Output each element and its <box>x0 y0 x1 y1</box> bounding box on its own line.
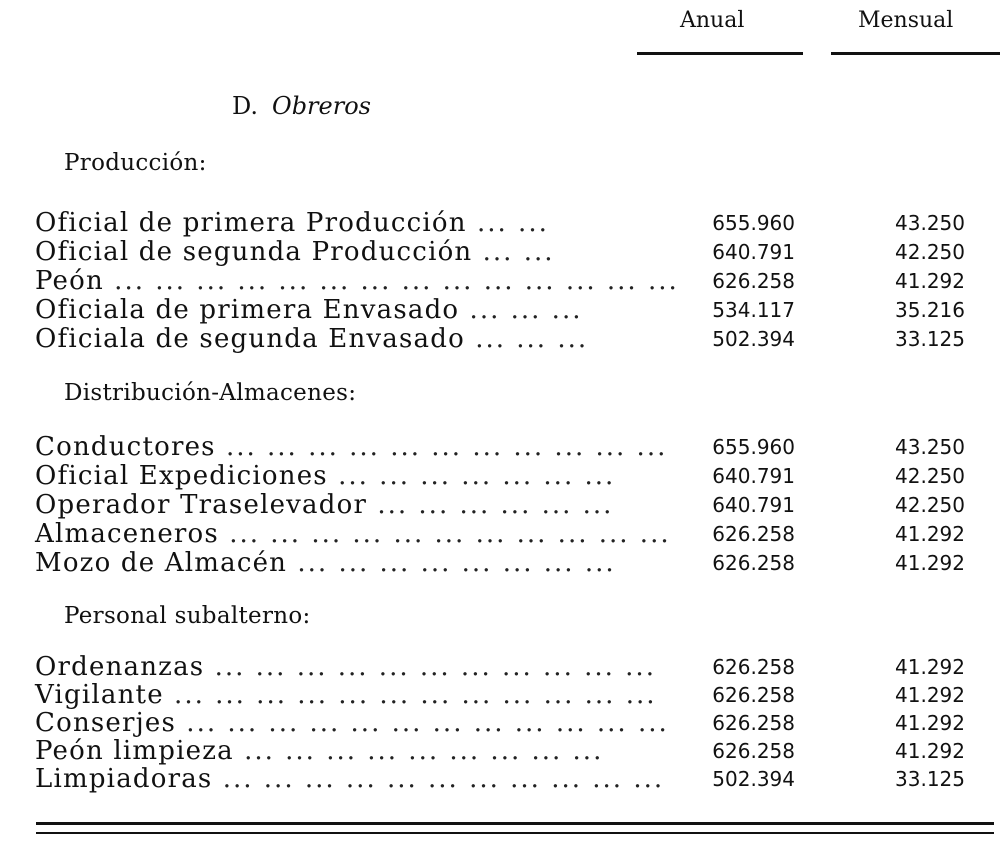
table-row: Almaceneros ... ... ... ... ... ... ... ... ... ... ... 626.258 41.292 <box>35 519 965 549</box>
row-label: Mozo de Almacén <box>35 548 288 578</box>
row-mensual: 42.250 <box>895 464 965 488</box>
table-row: Oficial de segunda Producción ... ... 640.791 42.250 <box>35 237 965 267</box>
table-row: Oficiala de segunda Envasado ... ... ... 502.394 33.125 <box>35 324 965 354</box>
row-label: Limpiadoras <box>35 764 213 794</box>
row-label: Oficial de segunda Producción <box>35 237 473 267</box>
row-anual: 626.258 <box>712 551 795 575</box>
row-anual: 626.258 <box>712 522 795 546</box>
table-row: Peón ... ... ... ... ... ... ... ... ... ... ... ... ... ... 626.258 41.292 <box>35 266 965 296</box>
row-label: Oficiala de segunda Envasado <box>35 324 465 354</box>
section-name: Obreros <box>272 92 371 120</box>
row-label: Operador Traselevador <box>35 490 368 520</box>
row-mensual: 41.292 <box>895 522 965 546</box>
row-anual: 626.258 <box>712 269 795 293</box>
row-label: Almaceneros <box>35 519 219 549</box>
bottom-rule-bottom <box>36 832 994 834</box>
row-anual: 626.258 <box>712 683 795 707</box>
row-mensual: 41.292 <box>895 655 965 679</box>
row-anual: 502.394 <box>712 327 795 351</box>
group-title-subalterno: Personal subalterno: <box>64 603 311 629</box>
row-anual: 640.791 <box>712 493 795 517</box>
table-row: Vigilante ... ... ... ... ... ... ... ... ... ... ... ... 626.258 41.292 <box>35 680 965 710</box>
row-mensual: 42.250 <box>895 493 965 517</box>
row-label: Ordenanzas <box>35 652 205 682</box>
row-anual: 626.258 <box>712 655 795 679</box>
row-mensual: 43.250 <box>895 435 965 459</box>
row-mensual: 41.292 <box>895 711 965 735</box>
section-letter: D. <box>232 92 259 120</box>
table-row: Oficial de primera Producción ... ... 655.960 43.250 <box>35 208 965 238</box>
row-mensual: 33.125 <box>895 327 965 351</box>
group-title-produccion: Producción: <box>64 150 207 176</box>
row-mensual: 42.250 <box>895 240 965 264</box>
row-mensual: 41.292 <box>895 683 965 707</box>
column-header-anual: Anual <box>680 8 745 33</box>
row-anual: 640.791 <box>712 240 795 264</box>
row-label: Oficiala de primera Envasado <box>35 295 460 325</box>
row-anual: 626.258 <box>712 711 795 735</box>
row-mensual: 41.292 <box>895 551 965 575</box>
table-row: Mozo de Almacén ... ... ... ... ... ... ... ... 626.258 41.292 <box>35 548 965 578</box>
row-mensual: 41.292 <box>895 739 965 763</box>
row-anual: 626.258 <box>712 739 795 763</box>
table-row: Peón limpieza ... ... ... ... ... ... ... ... ... 626.258 41.292 <box>35 736 965 766</box>
row-anual: 534.117 <box>712 298 795 322</box>
row-label: Vigilante <box>35 680 164 710</box>
table-row: Oficiala de primera Envasado ... ... ... 534.117 35.216 <box>35 295 965 325</box>
table-row: Conserjes ... ... ... ... ... ... ... ... ... ... ... ... 626.258 41.292 <box>35 708 965 738</box>
bottom-rule-top <box>36 822 994 825</box>
row-anual: 655.960 <box>712 435 795 459</box>
row-label: Peón <box>35 266 104 296</box>
group-title-distribucion: Distribución-Almacenes: <box>64 380 357 406</box>
section-title <box>232 92 371 120</box>
row-label: Oficial Expediciones <box>35 461 328 491</box>
row-label: Oficial de primera Producción <box>35 208 467 238</box>
table-row: Operador Traselevador ... ... ... ... ... ... 640.791 42.250 <box>35 490 965 520</box>
row-label: Conductores <box>35 432 216 462</box>
row-anual: 640.791 <box>712 464 795 488</box>
row-label: Peón limpieza <box>35 736 234 766</box>
table-row: Ordenanzas ... ... ... ... ... ... ... ... ... ... ... 626.258 41.292 <box>35 652 965 682</box>
header-rule-mensual <box>831 52 1000 55</box>
header-rule-anual <box>637 52 803 55</box>
column-header-mensual: Mensual <box>858 8 954 33</box>
table-row: Conductores ... ... ... ... ... ... ... ... ... ... ... 655.960 43.250 <box>35 432 965 462</box>
row-mensual: 41.292 <box>895 269 965 293</box>
table-row: Oficial Expediciones ... ... ... ... ... ... ... 640.791 42.250 <box>35 461 965 491</box>
table-row: Limpiadoras ... ... ... ... ... ... ... ... ... ... ... 502.394 33.125 <box>35 764 965 794</box>
row-anual: 655.960 <box>712 211 795 235</box>
row-mensual: 33.125 <box>895 767 965 791</box>
row-anual: 502.394 <box>712 767 795 791</box>
row-mensual: 43.250 <box>895 211 965 235</box>
row-mensual: 35.216 <box>895 298 965 322</box>
row-label: Conserjes <box>35 708 177 738</box>
